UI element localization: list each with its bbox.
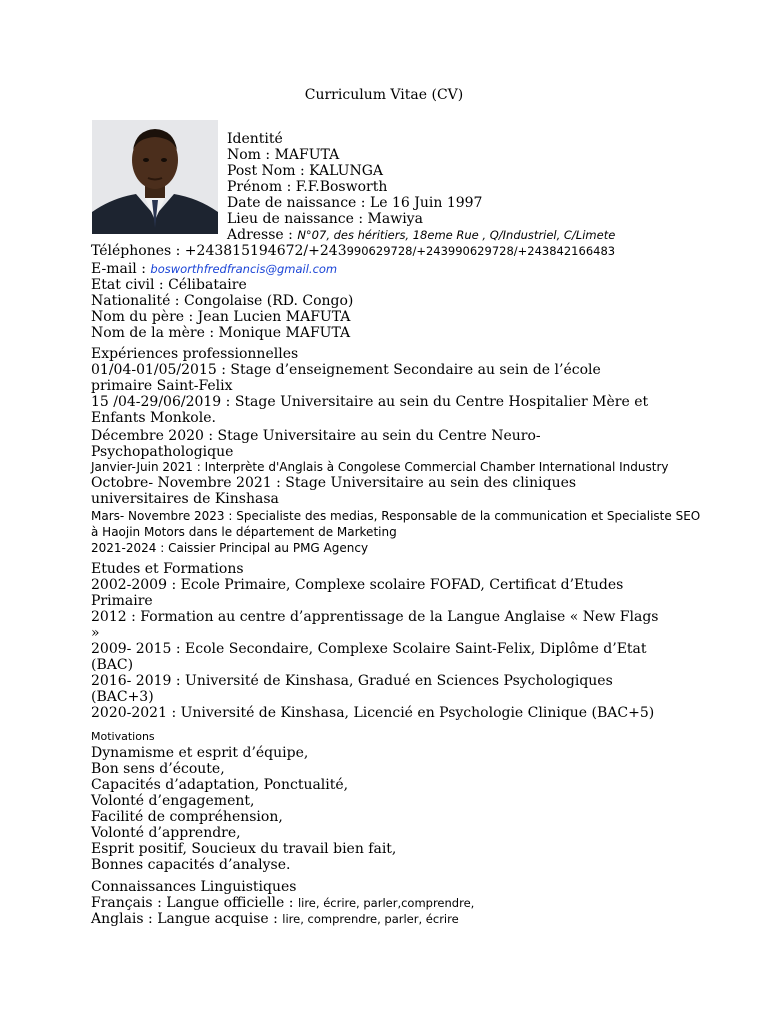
contact-phones bbox=[91, 243, 615, 259]
identity-post-name: Post Nom : KALUNGA bbox=[227, 163, 383, 179]
identity-birth-date: Date de naissance : Le 16 Juin 1997 bbox=[227, 195, 483, 211]
experience-line: universitaires de Kinshasa bbox=[91, 491, 279, 507]
languages-heading: Connaissances Linguistiques bbox=[91, 879, 297, 895]
address-value: N°07, des héritiers, 18eme Rue , Q/Industriel, C/Limete bbox=[297, 228, 616, 242]
english-skills: lire, comprendre, parler, écrire bbox=[282, 912, 459, 926]
experience-line: 01/04-01/05/2015 : Stage d’enseignement Secondaire au sein de l’école bbox=[91, 362, 601, 378]
motivation-item: Volonté d’engagement, bbox=[91, 793, 255, 809]
experience-line: à Haojin Motors dans le département de Marketing bbox=[91, 525, 397, 539]
experience-line: Mars- Novembre 2023 : Specialiste des medias, Responsable de la communication et Specialiste SEO bbox=[91, 509, 701, 523]
experience-line: Janvier-Juin 2021 : Interprète d'Anglais à Congolese Commercial Chamber International Industry bbox=[91, 460, 669, 474]
email-label: E-mail : bbox=[91, 261, 151, 277]
experience-line: Psychopathologique bbox=[91, 444, 234, 460]
experience-line: 15 /04-29/06/2019 : Stage Universitaire au sein du Centre Hospitalier Mère et bbox=[91, 394, 649, 410]
education-heading: Etudes et Formations bbox=[91, 561, 244, 577]
motivation-item: Facilité de compréhension, bbox=[91, 809, 283, 825]
education-line: (BAC+3) bbox=[91, 689, 154, 705]
education-line: 2002-2009 : Ecole Primaire, Complexe scolaire FOFAD, Certificat d’Etudes bbox=[91, 577, 624, 593]
motivation-item: Bonnes capacités d’analyse. bbox=[91, 857, 291, 873]
contact-email bbox=[91, 261, 337, 277]
motivation-item: Bon sens d’écoute, bbox=[91, 761, 225, 777]
identity-birth-place: Lieu de naissance : Mawiya bbox=[227, 211, 423, 227]
education-line: (BAC) bbox=[91, 657, 134, 673]
language-french bbox=[91, 895, 474, 911]
address-label: Adresse : bbox=[227, 227, 298, 243]
english-label: Anglais : Langue acquise : bbox=[91, 911, 283, 927]
education-line: 2016- 2019 : Université de Kinshasa, Gradué en Sciences Psychologiques bbox=[91, 673, 613, 689]
french-skills: lire, écrire, parler,comprendre, bbox=[297, 896, 475, 910]
experience-line: 2021-2024 : Caissier Principal au PMG Agency bbox=[91, 541, 369, 555]
french-label: Français : Langue officielle : bbox=[91, 895, 298, 911]
phones-rest: 990629728/+243990629728/+243842166483 bbox=[346, 244, 616, 258]
experience-line: Octobre- Novembre 2021 : Stage Universitaire au sein des cliniques bbox=[91, 475, 577, 491]
contact-mother: Nom de la mère : Monique MAFUTA bbox=[91, 325, 351, 341]
motivation-item: Volonté d’apprendre, bbox=[91, 825, 241, 841]
motivation-item: Capacités d’adaptation, Ponctualité, bbox=[91, 777, 349, 793]
page-title: Curriculum Vitae (CV) bbox=[304, 87, 464, 103]
education-line: 2009- 2015 : Ecole Secondaire, Complexe Scolaire Saint-Felix, Diplôme d’Etat bbox=[91, 641, 647, 657]
experience-line: Décembre 2020 : Stage Universitaire au sein du Centre Neuro- bbox=[91, 428, 541, 444]
contact-father: Nom du père : Jean Lucien MAFUTA bbox=[91, 309, 351, 325]
identity-first-name: Prénom : F.F.Bosworth bbox=[227, 179, 388, 195]
identity-address bbox=[227, 227, 615, 243]
profile-photo bbox=[92, 120, 218, 234]
motivations-heading: Motivations bbox=[91, 730, 155, 743]
education-line: 2012 : Formation au centre d’apprentissage de la Langue Anglaise « New Flags bbox=[91, 609, 659, 625]
experience-heading: Expériences professionnelles bbox=[91, 346, 299, 362]
email-link[interactable]: bosworthfredfrancis@gmail.com bbox=[150, 262, 338, 276]
education-line: Primaire bbox=[91, 593, 153, 609]
identity-last-name: Nom : MAFUTA bbox=[227, 147, 340, 163]
contact-civil-status: Etat civil : Célibataire bbox=[91, 277, 247, 293]
experience-line: primaire Saint-Felix bbox=[91, 378, 233, 394]
identity-heading: Identité bbox=[227, 131, 283, 147]
language-english bbox=[91, 911, 459, 927]
education-line: » bbox=[91, 625, 100, 641]
contact-nationality: Nationalité : Congolaise (RD. Congo) bbox=[91, 293, 354, 309]
motivation-item: Esprit positif, Soucieux du travail bien fait, bbox=[91, 841, 397, 857]
phones-label: Téléphones : +243815194672/+243 bbox=[91, 243, 347, 259]
experience-line: Enfants Monkole. bbox=[91, 410, 216, 426]
education-line: 2020-2021 : Université de Kinshasa, Licencié en Psychologie Clinique (BAC+5) bbox=[91, 705, 655, 721]
motivation-item: Dynamisme et esprit d’équipe, bbox=[91, 745, 309, 761]
